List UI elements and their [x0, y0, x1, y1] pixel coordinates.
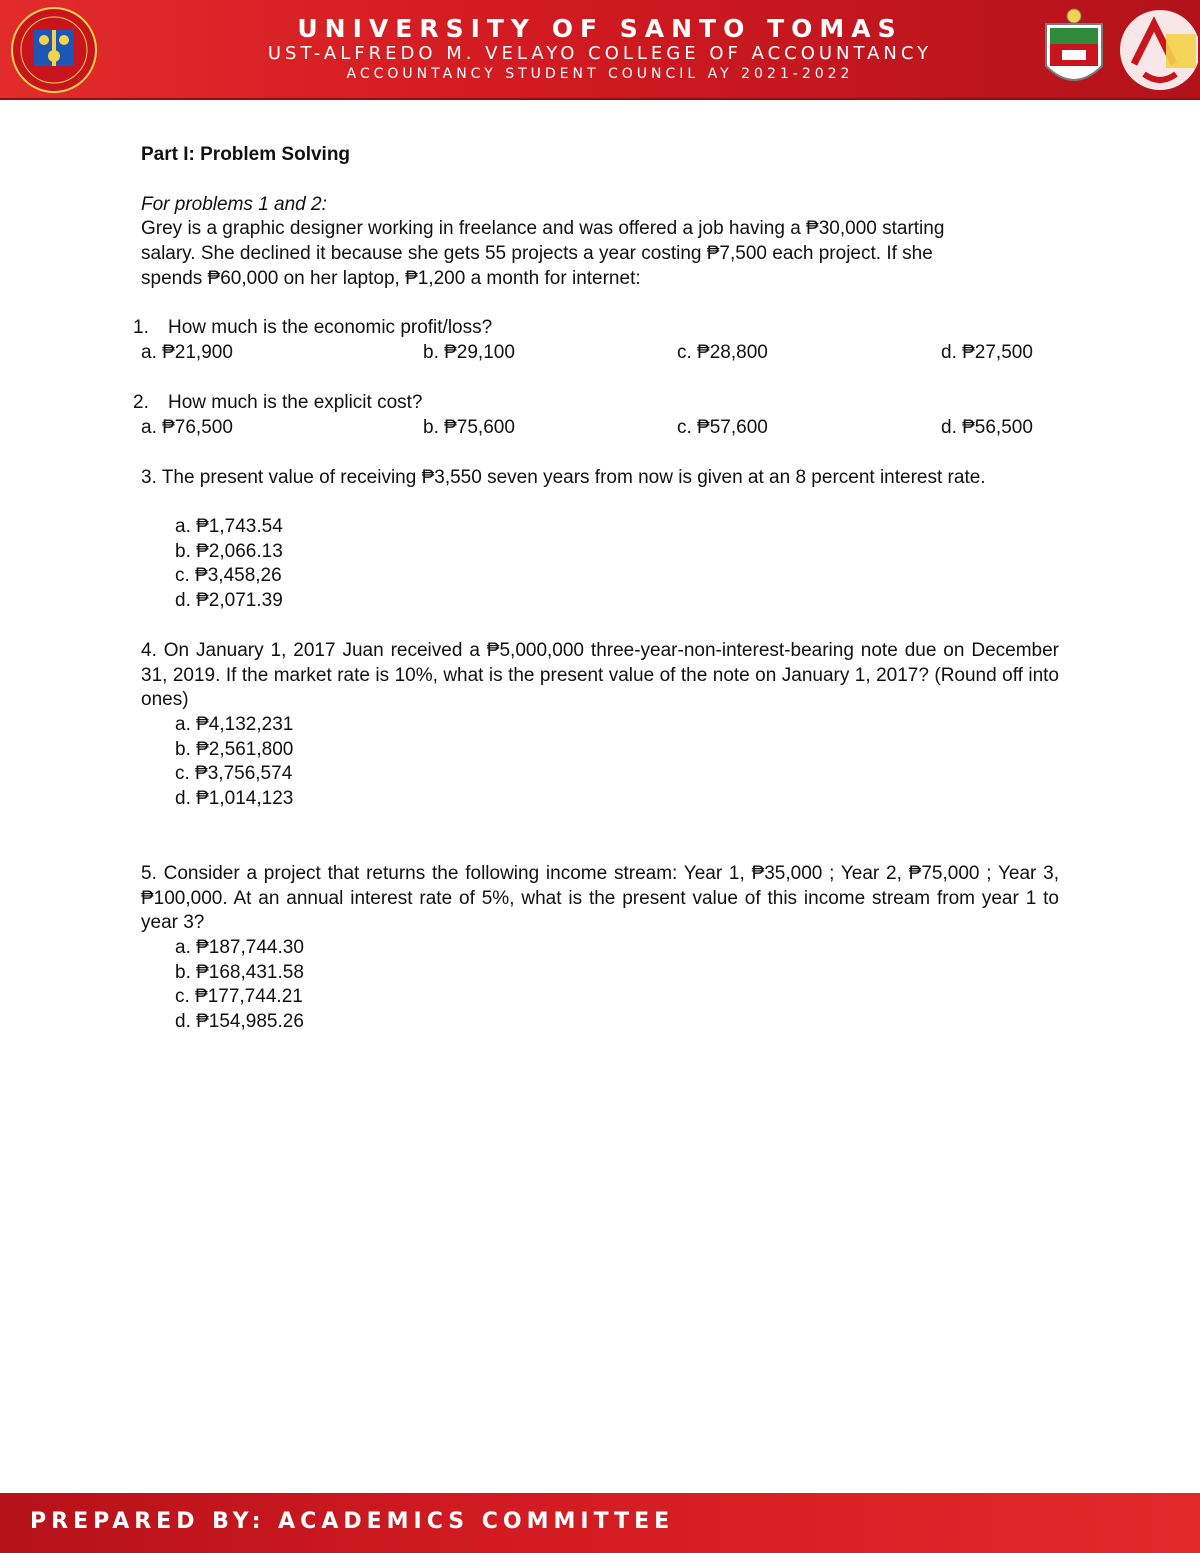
- q5-choice-a: a. ₱187,744.30: [175, 937, 304, 958]
- page-header: [0, 0, 1200, 100]
- q5-text: 5. Consider a project that returns the following income stream: Year 1, ₱35,000 ; Year 2, ₱75,000 ; Year 3, ₱100,000. At an annual interest rate of 5%, what is the present value of this income stream from year 1 to year 3?: [141, 863, 1059, 934]
- q2-text: How much is the explicit cost?: [168, 392, 423, 413]
- intro-heading: For problems 1 and 2:: [141, 194, 327, 215]
- q1-choice-d: d. ₱27,500: [941, 342, 1033, 363]
- q5-choices: [175, 936, 304, 1035]
- college-crest-icon: [1036, 4, 1112, 96]
- part-title: Part I: Problem Solving: [141, 144, 351, 165]
- q3-choice-a: a. ₱1,743.54: [175, 516, 283, 537]
- q4-choices: [175, 713, 293, 812]
- q2-choice-a: a. ₱76,500: [141, 417, 233, 438]
- q1-number: 1.: [133, 317, 149, 338]
- q4-choice-a: a. ₱4,132,231: [175, 714, 294, 735]
- q4-choice-c: c. ₱3,756,574: [175, 763, 293, 785]
- council-name: ACCOUNTANCY STUDENT COUNCIL AY 2021-2022: [346, 66, 854, 82]
- q2-choice-c: c. ₱57,600: [677, 417, 768, 438]
- q3-choice-c: c. ₱3,458,26: [175, 565, 282, 587]
- footer-text: PREPARED BY: ACADEMICS COMMITTEE: [30, 1509, 675, 1534]
- q5-choice-c: c. ₱177,744.21: [175, 986, 303, 1008]
- intro-line-3: spends ₱60,000 on her laptop, ₱1,200 a month for internet:: [141, 268, 641, 289]
- q1-choice-b: b. ₱29,100: [423, 342, 515, 363]
- university-name: UNIVERSITY OF SANTO TOMAS: [297, 14, 903, 43]
- intro-line-1: Grey is a graphic designer working in freelance and was offered a job having a ₱30,000 starting: [141, 218, 945, 239]
- q4-text: 4. On January 1, 2017 Juan received a ₱5,000,000 three-year-non-interest-bearing note due on December 31, 2019. If the market rate is 10%, what is the present value of the note on January 1, 2017? (Round off into ones): [141, 640, 1059, 711]
- q1-choice-c: c. ₱28,800: [677, 342, 768, 363]
- q3-choice-d: d. ₱2,071.39: [175, 590, 283, 612]
- q3-choices: [175, 515, 283, 614]
- page-footer: [0, 1493, 1200, 1553]
- intro-line-2: salary. She declined it because she gets 55 projects a year costing ₱7,500 each project. If she: [141, 243, 933, 264]
- q4-choice-b: b. ₱2,561,800: [175, 738, 294, 760]
- q3-text: 3. The present value of receiving ₱3,550 seven years from now is given at an 8 percent interest rate.: [141, 467, 986, 488]
- q1-text: How much is the economic profit/loss?: [168, 317, 493, 338]
- q5-choice-b: b. ₱168,431.58: [175, 961, 304, 983]
- ust-seal-icon: [10, 6, 98, 94]
- q3-choice-b: b. ₱2,066.13: [175, 540, 283, 562]
- q2-choice-d: d. ₱56,500: [941, 417, 1033, 438]
- q4-choice-d: d. ₱1,014,123: [175, 788, 294, 810]
- council-logo-icon: [1114, 4, 1198, 96]
- q2-number: 2.: [133, 392, 149, 413]
- q2-choice-b: b. ₱75,600: [423, 417, 515, 438]
- college-name: UST-ALFREDO M. VELAYO COLLEGE OF ACCOUNTANCY: [267, 43, 933, 64]
- header-divider: [0, 98, 1200, 100]
- q5-choice-d: d. ₱154,985.26: [175, 1011, 304, 1033]
- q1-choice-a: a. ₱21,900: [141, 342, 233, 363]
